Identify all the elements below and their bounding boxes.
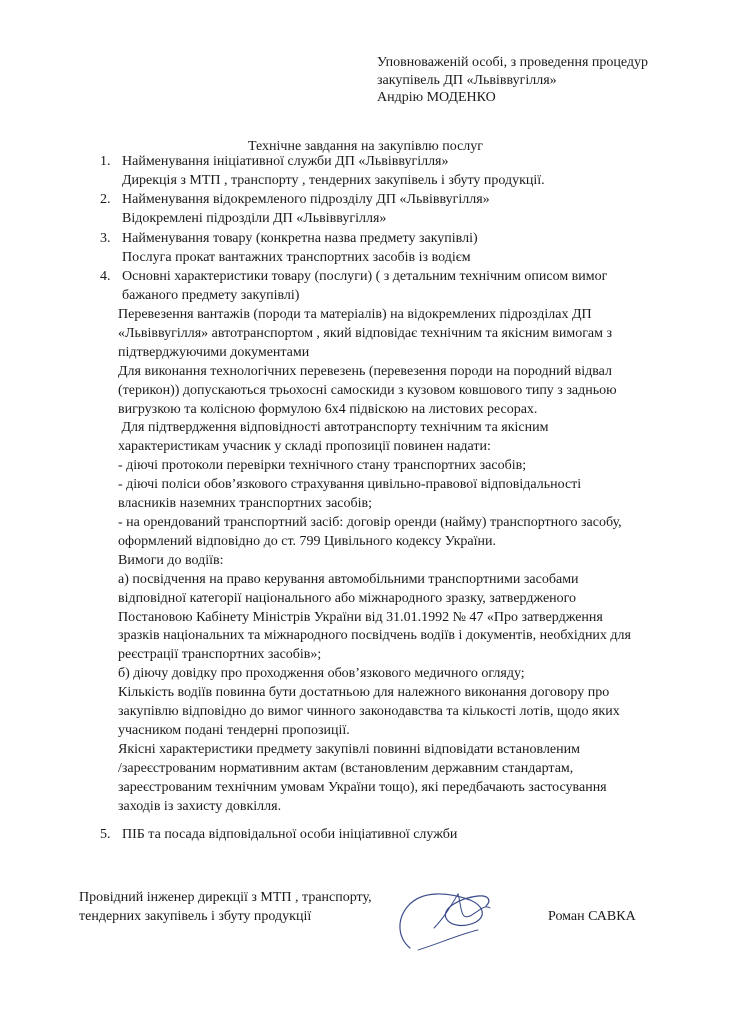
addressee-line: Уповноваженій особі, з проведення процедур [377,55,649,70]
item-line: Найменування товару (конкретна назва предмету закупівлі) [122,231,478,246]
detail-line: відповідної категорії національного або міжнародного зразку, затвердженого [118,590,577,606]
item-number: 3. [100,231,111,246]
detail-line: закупівлю відповідно до вимог чинного законодавства та кількості лотів, щодо яких [118,704,620,720]
item-number: 1. [100,154,111,169]
list-item [122,826,457,845]
item-line: Основні характеристики товару (послуги) ( з детальним технічним описом вимог [122,269,608,284]
item-line: Найменування ініціативної служби ДП «Львіввугілля» [122,154,449,169]
list-item [122,230,478,268]
item-number: 2. [100,192,111,207]
detail-line: Якісні характеристики предмету закупівлі повинні відповідати встановленим [118,741,580,757]
detail-line: Для підтвердження відповідності автотранспорту технічним та якісним [118,420,549,436]
detail-line: «Львіввугілля» автотранспортом , який відповідає технічним та якісним вимогам з [118,325,613,341]
detail-line: Перевезення вантажів (породи та матеріалів) на відокремлених підрозділах ДП [118,307,592,322]
detail-line: (терикон)) допускаються трьохосні самоскиди з кузовом ковшового типу з задньою [118,382,617,398]
list-item [122,268,607,306]
detail-line: /зареєстрованим нормативним актам (встановленим державним стандартам, [118,760,574,776]
detail-line: оформлений відповідно до ст. 799 Цивільного кодексу України. [118,533,496,549]
detail-line: власників наземних транспортних засобів; [118,496,373,512]
item-number: 4. [100,269,111,284]
signatory-position [79,888,372,926]
detail-line: - діючі поліси обов’язкового страхування цивільно-правової відповідальності [118,477,582,493]
item-line: бажаного предмету закупівлі) [122,287,300,303]
addressee-block [377,54,717,107]
detail-line: Кількість водіїв повинна бути достатньою для належного виконання договору про [118,685,610,701]
item-line: Дирекція з МТП , транспорту , тендерних закупівель і збуту продукції. [122,172,545,188]
detail-line: - на орендований транспортний засіб: договір оренди (найму) транспортного засобу, [118,514,622,530]
item-number: 5. [100,827,111,842]
addressee-line: закупівель ДП «Львіввугілля» [377,72,557,88]
item-line: Відокремлені підрозділи ДП «Львіввугілля» [122,210,387,226]
signatory-name: Роман САВКА [548,909,636,924]
handwritten-signature [388,878,508,958]
detail-line: вигрузкою та колісною формулою 6х4 підвіскою на листових ресорах. [118,401,538,417]
detail-line: реєстрації транспортних засобів»; [118,647,322,663]
list-item [122,153,545,191]
detail-line: учасником подані тендерні пропозиції. [118,722,350,738]
detail-line: Постановою Кабінету Міністрів України від 31.01.1992 № 47 «Про затвердження [118,609,603,625]
item-line: Послуга прокат вантажних транспортних засобів із водієм [122,249,471,265]
detail-line: заходів із захисту довкілля. [118,798,282,814]
detail-line: Вимоги до водіїв: [118,552,224,568]
item-4-details [118,306,678,816]
detail-line: зразків національних та міжнародного посвідчень водіїв і документів, необхідних для [118,628,631,644]
addressee-line: Андрію МОДЕНКО [377,90,496,105]
detail-line: підтверджуючими документами [118,344,310,360]
item-line: ПІБ та посада відповідальної особи ініціативної служби [122,827,458,842]
item-line: Найменування відокремленого підрозділу ДП «Львіввугілля» [122,192,490,207]
detail-line: характеристикам учасник у складі пропозиції повинен надати: [118,439,491,455]
detail-line: б) діючу довідку про проходження обов’язкового медичного огляду; [118,666,525,682]
detail-line: а) посвідчення на право керування автомобільними транспортними засобами [118,571,579,587]
list-item [122,191,490,229]
position-line: тендерних закупівель і збуту продукції [79,909,312,924]
detail-line: - діючі протоколи перевірки технічного стану транспортних засобів; [118,458,527,474]
detail-line: зареєстрованим технічним умовам України тощо), які передбачають застосування [118,779,607,795]
position-line: Провідний інженер дирекції з МТП , транспорту, [79,890,372,905]
document-title: Технічне завдання на закупівлю послуг [248,139,484,154]
detail-line: Для виконання технологічних перевезень (перевезення породи на породний відвал [118,363,612,379]
